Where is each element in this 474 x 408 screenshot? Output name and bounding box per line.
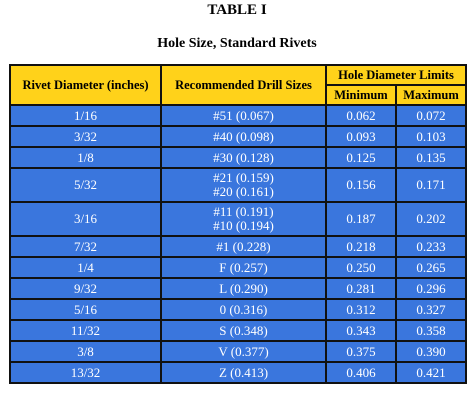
drill-size-line: L (0.290) <box>219 280 268 296</box>
cell-minimum: 0.281 <box>326 278 396 299</box>
cell-minimum: 0.312 <box>326 299 396 320</box>
cell-rivet-diameter: 11/32 <box>10 320 161 341</box>
drill-size-line: Z (0.413) <box>218 364 269 380</box>
cell-maximum: 0.296 <box>396 278 466 299</box>
cell-drill-size <box>161 299 326 320</box>
cell-rivet-diameter: 3/16 <box>10 202 161 236</box>
table-row <box>10 278 466 299</box>
drill-size-line: #30 (0.128) <box>213 149 274 165</box>
cell-rivet-diameter: 5/16 <box>10 299 161 320</box>
drill-size-line: V (0.377) <box>218 343 269 359</box>
cell-maximum: 0.327 <box>396 299 466 320</box>
cell-drill-size <box>161 257 326 278</box>
header-rivet-diameter: Rivet Diameter (inches) <box>10 65 161 105</box>
cell-rivet-diameter: 9/32 <box>10 278 161 299</box>
table-title: TABLE I <box>207 2 267 18</box>
cell-minimum: 0.093 <box>326 126 396 147</box>
cell-drill-size <box>161 236 326 257</box>
table-row <box>10 202 466 236</box>
cell-minimum: 0.406 <box>326 362 396 383</box>
cell-minimum: 0.125 <box>326 147 396 168</box>
drill-size-line: #1 (0.228) <box>216 238 271 254</box>
header-drill-sizes: Recommended Drill Sizes <box>161 65 326 105</box>
table-row <box>10 236 466 257</box>
table-subtitle: Hole Size, Standard Rivets <box>157 36 317 51</box>
cell-drill-size <box>161 168 326 202</box>
table-row <box>10 299 466 320</box>
table-row <box>10 168 466 202</box>
drill-size-line: #40 (0.098) <box>213 128 274 144</box>
table-row <box>10 126 466 147</box>
cell-minimum: 0.156 <box>326 168 396 202</box>
cell-maximum: 0.358 <box>396 320 466 341</box>
drill-size-line: #21 (0.159) <box>213 170 274 185</box>
table-header <box>10 65 466 105</box>
drill-size-line: #11 (0.191) <box>213 204 274 219</box>
table-row <box>10 320 466 341</box>
cell-maximum: 0.265 <box>396 257 466 278</box>
cell-minimum: 0.343 <box>326 320 396 341</box>
table-row <box>10 257 466 278</box>
cell-maximum: 0.202 <box>396 202 466 236</box>
cell-maximum: 0.103 <box>396 126 466 147</box>
cell-rivet-diameter: 5/32 <box>10 168 161 202</box>
cell-rivet-diameter: 3/32 <box>10 126 161 147</box>
drill-size-line: 0 (0.316) <box>219 301 268 317</box>
cell-minimum: 0.375 <box>326 341 396 362</box>
table-row <box>10 341 466 362</box>
table-row <box>10 362 466 383</box>
cell-maximum: 0.233 <box>396 236 466 257</box>
cell-drill-size <box>161 278 326 299</box>
cell-drill-size <box>161 362 326 383</box>
header-hole-limits: Hole Diameter Limits <box>326 65 466 85</box>
cell-maximum: 0.072 <box>396 105 466 126</box>
rivet-table <box>9 64 467 384</box>
header-minimum: Minimum <box>326 85 396 105</box>
cell-rivet-diameter: 1/4 <box>10 257 161 278</box>
cell-drill-size <box>161 105 326 126</box>
cell-minimum: 0.250 <box>326 257 396 278</box>
cell-rivet-diameter: 7/32 <box>10 236 161 257</box>
header-maximum: Maximum <box>396 85 466 105</box>
table-body <box>10 105 466 383</box>
cell-drill-size <box>161 341 326 362</box>
cell-drill-size <box>161 126 326 147</box>
cell-maximum: 0.390 <box>396 341 466 362</box>
drill-size-line: F (0.257) <box>219 259 268 275</box>
cell-drill-size <box>161 147 326 168</box>
drill-size-line: #20 (0.161) <box>213 184 274 199</box>
cell-rivet-diameter: 1/8 <box>10 147 161 168</box>
cell-rivet-diameter: 3/8 <box>10 341 161 362</box>
cell-drill-size <box>161 320 326 341</box>
cell-rivet-diameter: 13/32 <box>10 362 161 383</box>
cell-maximum: 0.171 <box>396 168 466 202</box>
drill-size-line: #51 (0.067) <box>213 107 274 123</box>
drill-size-line: S (0.348) <box>219 322 268 338</box>
cell-rivet-diameter: 1/16 <box>10 105 161 126</box>
cell-maximum: 0.135 <box>396 147 466 168</box>
cell-minimum: 0.218 <box>326 236 396 257</box>
table-row <box>10 105 466 126</box>
drill-size-line: #10 (0.194) <box>213 218 274 233</box>
cell-minimum: 0.187 <box>326 202 396 236</box>
cell-drill-size <box>161 202 326 236</box>
cell-maximum: 0.421 <box>396 362 466 383</box>
cell-minimum: 0.062 <box>326 105 396 126</box>
table-row <box>10 147 466 168</box>
